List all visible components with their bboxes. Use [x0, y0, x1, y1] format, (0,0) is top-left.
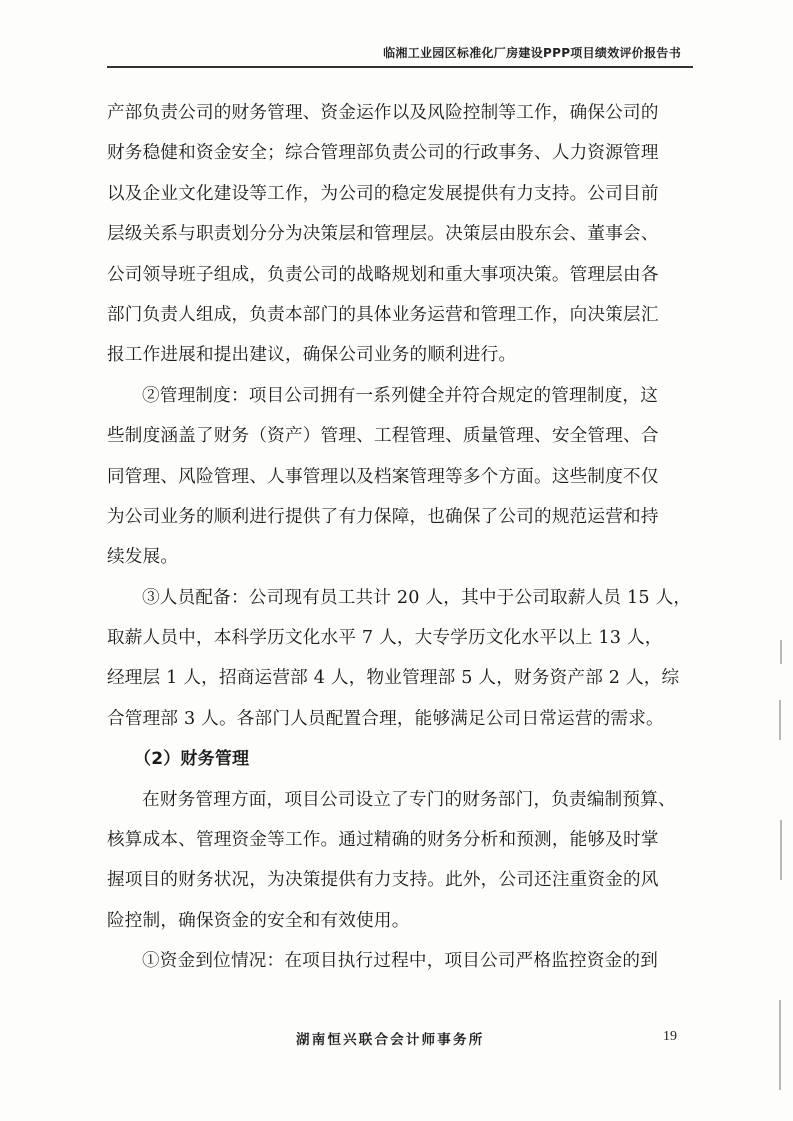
paragraph-line: 取薪人员中，本科学历文化水平 7 人，大专学历文化水平以上 13 人， — [107, 628, 663, 649]
paragraph-line: 经理层 1 人，招商运营部 4 人，物业管理部 5 人，财务资产部 2 人，综 — [107, 668, 680, 689]
header-rule — [107, 66, 693, 68]
paragraph-line: 以及企业文化建设等工作，为公司的稳定发展提供有力支持。公司目前 — [107, 183, 659, 204]
firm-name-footer: 湖南恒兴联合会计师事务所 — [296, 1032, 485, 1048]
paragraph-line: 握项目的财务状况，为决策提供有力支持。此外，公司还注重资金的风 — [107, 870, 659, 891]
paragraph-line: 合管理部 3 人。各部门人员配置合理，能够满足公司日常运营的需求。 — [107, 708, 664, 729]
scan-edge-mark — [779, 700, 781, 740]
paragraph-line: 核算成本、管理资金等工作。通过精确的财务分析和预测，能够及时掌 — [107, 830, 659, 851]
paragraph-line: 部门负责人组成，负责本部门的具体业务运营和管理工作，向决策层汇 — [107, 304, 659, 325]
paragraph-line: 同管理、风险管理、人事管理以及档案管理等多个方面。这些制度不仅 — [107, 466, 659, 487]
paragraph-line: 险控制，确保资金的安全和有效使用。 — [107, 910, 410, 931]
paragraph-line: 续发展。 — [107, 547, 179, 568]
paragraph-line: 报工作进展和提出建议，确保公司业务的顺利进行。 — [107, 345, 517, 366]
scan-edge-mark — [779, 1000, 781, 1090]
scan-edge-mark — [780, 820, 782, 880]
paragraph-line: ①资金到位情况：在项目执行过程中，项目公司严格监控资金的到 — [142, 951, 659, 972]
paragraph-line: 产部负责公司的财务管理、资金运作以及风险控制等工作，确保公司的 — [107, 103, 659, 123]
paragraph-line: ②管理制度：项目公司拥有一系列健全并符合规定的管理制度，这 — [142, 385, 659, 406]
paragraph-line: 些制度涵盖了财务（资产）管理、工程管理、质量管理、安全管理、合 — [107, 426, 659, 447]
paragraph-line: ③人员配备：公司现有员工共计 20 人，其中于公司取薪人员 15 人， — [142, 587, 692, 608]
paragraph-line: 层级关系与职责划分分为决策层和管理层。决策层由股东会、董事会、 — [107, 224, 659, 245]
section-heading: （2）财务管理 — [134, 749, 250, 770]
paragraph-line: 在财务管理方面，项目公司设立了专门的财务部门，负责编制预算、 — [142, 789, 676, 810]
paragraph-line: 为公司业务的顺利进行提供了有力保障，也确保了公司的规范运营和持 — [107, 506, 659, 527]
scan-edge-mark — [780, 640, 782, 664]
paragraph-line: 公司领导班子组成，负责公司的战略规划和重大事项决策。管理层由各 — [107, 264, 659, 285]
body-text — [107, 93, 692, 982]
report-header-title: 临湘工业园区标准化厂房建设PPP项目绩效评价报告书 — [383, 46, 681, 60]
page-number: 19 — [663, 1029, 677, 1044]
paragraph-line: 财务稳健和资金安全；综合管理部负责公司的行政事务、人力资源管理 — [107, 143, 659, 164]
